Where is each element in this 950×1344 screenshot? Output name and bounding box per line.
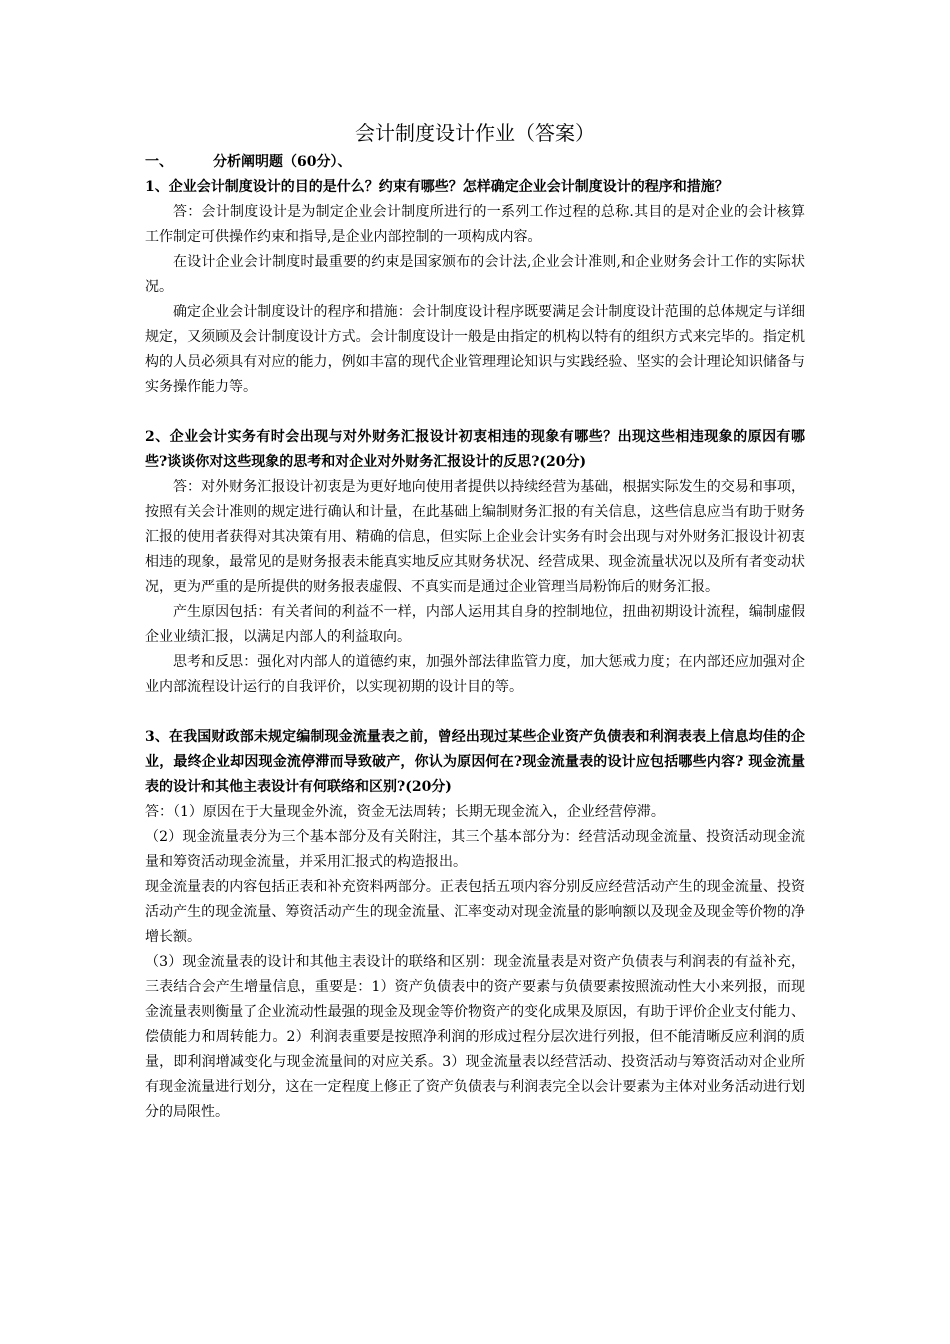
document-title: 会计制度设计作业（答案）	[355, 121, 595, 145]
answer-2-paragraph-2: 产生原因包括：有关者间的利益不一样，内部人运用其自身的控制地位，扭曲初期设计流程，编制虚假企业业绩汇报，以满足内部人的利益取向。	[145, 604, 805, 645]
answer-1-paragraph-3: 确定企业会计制度设计的程序和措施：会计制度设计程序既要满足会计制度设计范围的总体规定与详细规定，又须顾及会计制度设计方式。会计制度设计一般是由指定的机构以特有的组织方式来完毕的。指定机构的人员必须具有对应的能力，例如丰富的现代企业管理理论知识与实践经验、坚实的会计理论知识储备与实务操作能力等。	[145, 304, 805, 395]
question-3: 3、在我国财政部未规定编制现金流量表之前，曾经出现过某些企业资产负债表和利润表表上信息均佳的企业，最终企业却因现金流停滞而导致破产，你认为原因何在?现金流量表的设计应包括哪些内容? 现金流量表的设计和其他主表设计有何联络和区别?(20分)	[145, 729, 805, 795]
answer-3-paragraph-2: （2）现金流量表分为三个基本部分及有关附注，其三个基本部分为：经营活动现金流量、投资活动现金流量和筹资活动现金流量，并采用汇报式的构造报出。	[145, 829, 805, 870]
section-number: 一、	[145, 154, 173, 170]
section-heading	[145, 150, 805, 175]
question-1: 1、企业会计制度设计的目的是什么？约束有哪些？怎样确定企业会计制度设计的程序和措施？	[145, 179, 729, 195]
spacer	[145, 700, 805, 725]
answer-3-paragraph-3: 现金流量表的内容包括正表和补充资料两部分。正表包括五项内容分别反应经营活动产生的现金流量、投资活动产生的现金流量、筹资活动产生的现金流量、汇率变动对现金流量的影响额以及现金及现金等价物的净增长额。	[145, 879, 805, 945]
spacer	[145, 400, 805, 425]
answer-1-paragraph-2: 在设计企业会计制度时最重要的约束是国家颁布的会计法,企业会计准则,和企业财务会计工作的实际状况。	[145, 254, 805, 295]
answer-1-paragraph-1: 答：会计制度设计是为制定企业会计制度所进行的一系列工作过程的总称.其目的是对企业的会计核算工作制定可供操作约束和指导,是企业内部控制的一项构成内容。	[145, 204, 805, 245]
section-label: 分析阐明题（60分）、	[213, 154, 352, 170]
answer-2-paragraph-1: 答：对外财务汇报设计初衷是为更好地向使用者提供以持续经营为基础，根据实际发生的交易和事项，按照有关会计准则的规定进行确认和计量，在此基础上编制财务汇报的有关信息，这些信息应当有助于财务汇报的使用者获得对其决策有用、精确的信息，但实际上企业会计实务有时会出现与对外财务汇报设计初衷相违的现象，最常见的是财务报表未能真实地反应其财务状况、经营成果、现金流量状况以及所有者变动状况，更为严重的是所提供的财务报表虚假、不真实而是通过企业管理当局粉饰后的财务汇报。	[145, 479, 805, 595]
answer-3-paragraph-4: （3）现金流量表的设计和其他主表设计的联络和区别：现金流量表是对资产负债表与利润表的有益补充，三表结合会产生增量信息，重要是：1）资产负债表中的资产要素与负债要素按照流动性大小来列报，而现金流量表则衡量了企业流动性最强的现金及现金等价物资产的变化成果及原因，有助于评价企业支付能力、偿债能力和周转能力。2）利润表重要是按照净利润的形成过程分层次进行列报，但不能清晰反应利润的质量，即利润增减变化与现金流量间的对应关系。3）现金流量表以经营活动、投资活动与筹资活动对企业所有现金流量进行划分，这在一定程度上修正了资产负债表与利润表完全以会计要素为主体对业务活动进行划分的局限性。	[145, 954, 805, 1120]
answer-3-paragraph-1: 答：（1）原因在于大量现金外流，资金无法周转；长期无现金流入，企业经营停滞。	[145, 804, 665, 820]
answer-2-paragraph-3: 思考和反思：强化对内部人的道德约束，加强外部法律监管力度，加大惩戒力度；在内部还应加强对企业内部流程设计运行的自我评价，以实现初期的设计目的等。	[145, 654, 805, 695]
question-2: 2、企业会计实务有时会出现与对外财务汇报设计初衷相违的现象有哪些？出现这些相违现象的原因有哪些?谈谈你对这些现象的思考和对企业对外财务汇报设计的反思?(20分)	[145, 429, 805, 470]
